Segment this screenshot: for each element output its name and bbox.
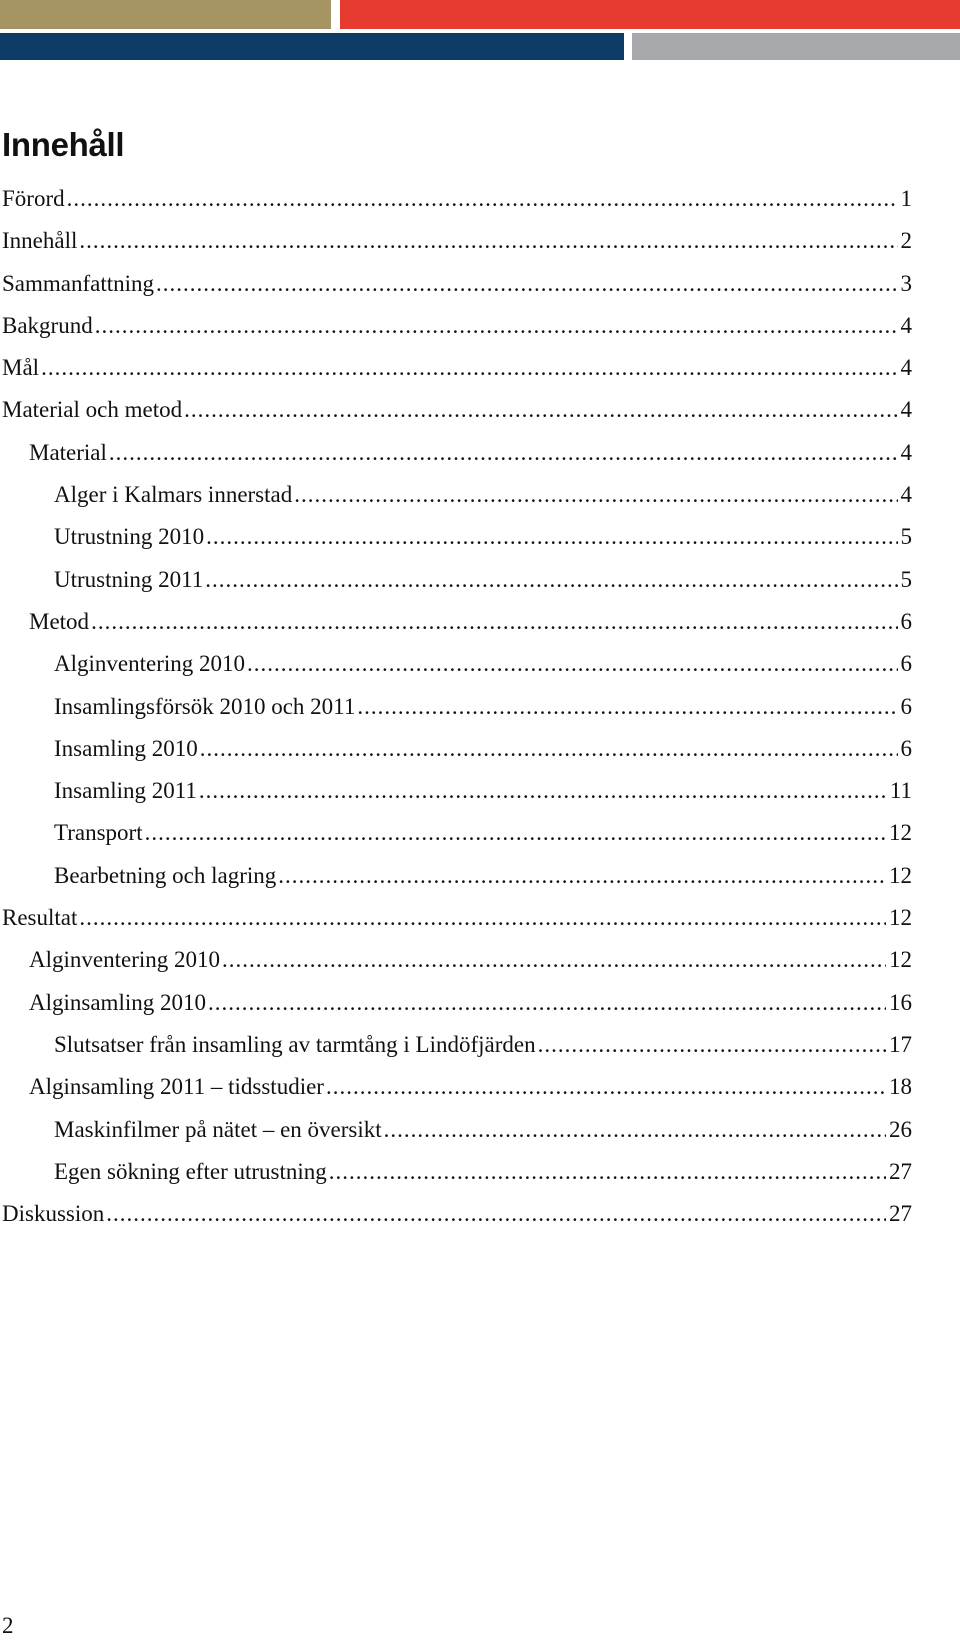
toc-dot-leader [106,1193,886,1235]
toc-entry-title: Insamling 2011 [54,778,197,804]
toc-entry-title: Bearbetning och lagring [54,862,277,888]
header-bar-red [340,0,960,29]
toc-entry-page: 5 [900,566,912,592]
toc-entry-title: Innehåll [2,228,78,254]
header-bar-gold [0,0,331,29]
toc-heading: Innehåll [2,126,125,163]
toc-entry[interactable] [0,601,960,643]
toc-entry-title: Metod [29,608,90,634]
toc-entry-page: 4 [900,439,912,465]
toc-dot-leader [184,389,897,431]
toc-dot-leader [247,643,898,685]
toc-dot-leader [199,770,887,812]
toc-entry[interactable] [0,855,960,897]
toc-entry-title: Insamlingsförsök 2010 och 2011 [54,693,356,719]
toc-entry[interactable] [0,1066,960,1108]
toc-entry-page: 4 [900,397,912,423]
toc-entry[interactable] [0,728,960,770]
header-bar-gray [632,33,960,60]
toc-entry[interactable] [0,474,960,516]
toc-entry-title: Alginventering 2010 [54,651,245,677]
toc-entry-page: 17 [889,1031,912,1057]
toc-dot-leader [205,559,897,601]
toc-entry-title: Alginsamling 2011 – tidsstudier [29,1074,324,1100]
toc-entry-page: 6 [900,651,912,677]
toc-dot-leader [357,686,897,728]
toc-entry[interactable] [0,643,960,685]
toc-entry-title: Maskinfilmer på nätet – en översikt [54,1116,382,1142]
toc-entry-page: 12 [889,862,912,888]
toc-entry[interactable] [0,1193,960,1235]
toc-entry[interactable] [0,686,960,728]
toc-entry-page: 27 [889,1158,912,1184]
toc-dot-leader [79,897,886,939]
toc-entry-page: 2 [900,228,912,254]
toc-entry[interactable] [0,432,960,474]
toc-entry-page: 26 [889,1116,912,1142]
toc-entry-page: 12 [889,905,912,931]
toc-entry-page: 18 [889,1074,912,1100]
toc-entry-title: Mål [2,355,40,381]
toc-entry-title: Diskussion [2,1201,105,1227]
toc-entry-page: 6 [900,693,912,719]
toc-entry-page: 5 [900,524,912,550]
toc-dot-leader [278,855,886,897]
toc-entry[interactable] [0,1109,960,1151]
toc-entry[interactable] [0,939,960,981]
toc-entry-title: Material och metod [2,397,183,423]
toc-entry-title: Transport [54,820,143,846]
toc-entry[interactable] [0,1151,960,1193]
toc-dot-leader [95,305,898,347]
toc-entry-title: Alginventering 2010 [29,947,220,973]
toc-entry-page: 11 [889,778,912,804]
toc-entry[interactable] [0,1024,960,1066]
toc-entry-title: Material [29,439,107,465]
toc-dot-leader [294,474,897,516]
toc-entry-title: Alginsamling 2010 [29,989,206,1015]
toc-dot-leader [41,347,897,389]
toc-entry-title: Bakgrund [2,312,93,338]
toc-entry-page: 4 [900,355,912,381]
toc-entry-page: 4 [900,482,912,508]
toc-entry[interactable] [0,389,960,431]
toc-entry-page: 1 [900,186,912,211]
toc-dot-leader [206,516,897,558]
table-of-contents [0,178,960,1235]
toc-entry-page: 6 [900,608,912,634]
toc-entry[interactable] [0,347,960,389]
toc-entry-title: Sammanfattning [2,270,155,296]
toc-entry-title: Insamling 2010 [54,735,198,761]
toc-entry-title: Slutsatser från insamling av tarmtång i Lindöfjärden [54,1031,536,1057]
toc-entry[interactable] [0,559,960,601]
toc-entry-page: 12 [889,947,912,973]
toc-dot-leader [156,263,897,305]
toc-dot-leader [384,1109,886,1151]
toc-dot-leader [109,432,898,474]
toc-dot-leader [222,939,886,981]
toc-entry-title: Resultat [2,905,78,931]
toc-entry-title: Utrustning 2010 [54,524,205,550]
toc-dot-leader [326,1066,886,1108]
toc-entry-title: Utrustning 2011 [54,566,204,592]
toc-entry[interactable] [0,263,960,305]
toc-entry[interactable] [0,516,960,558]
toc-dot-leader [329,1151,886,1193]
toc-entry[interactable] [0,812,960,854]
toc-entry-page: 4 [900,312,912,338]
toc-entry-page: 6 [900,735,912,761]
toc-entry-page: 12 [889,820,912,846]
toc-entry[interactable] [0,305,960,347]
toc-dot-leader [79,220,897,262]
toc-dot-leader [208,982,886,1024]
toc-entry-title: Förord [2,186,65,211]
toc-dot-leader [145,812,886,854]
toc-entry-page: 27 [889,1201,912,1227]
header-bar-navy [0,33,624,60]
toc-entry[interactable] [0,897,960,939]
toc-entry-title: Egen sökning efter utrustning [54,1158,327,1184]
toc-entry[interactable] [0,220,960,262]
toc-dot-leader [91,601,897,643]
toc-entry[interactable] [0,770,960,812]
toc-dot-leader [67,178,898,220]
toc-entry[interactable] [0,982,960,1024]
toc-entry[interactable] [0,178,960,220]
toc-entry-title: Alger i Kalmars innerstad [54,482,293,508]
toc-entry-page: 16 [889,989,912,1015]
toc-entry-page: 3 [900,270,912,296]
toc-dot-leader [200,728,898,770]
page-number: 2 [2,1613,14,1638]
toc-dot-leader [538,1024,886,1066]
